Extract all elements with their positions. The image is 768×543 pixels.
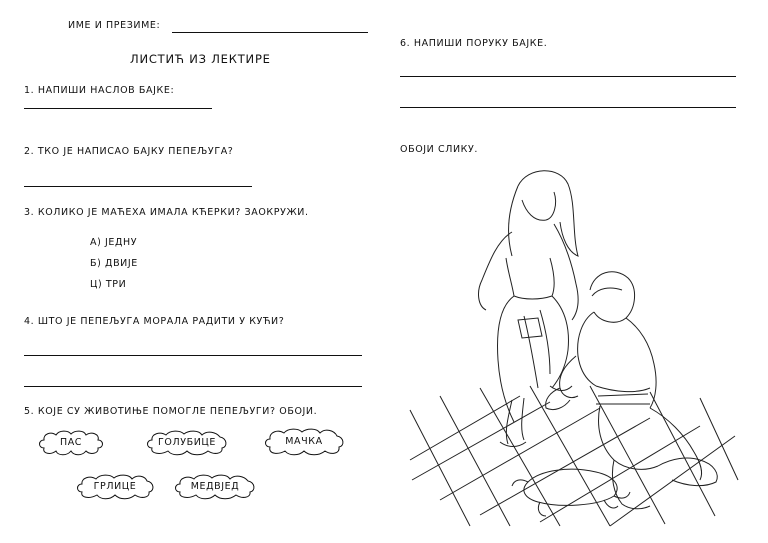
- answer-line-4b[interactable]: [24, 386, 362, 387]
- animal-label: ГРЛИЦЕ: [93, 480, 137, 492]
- question-1: 1. НАПИШИ НАСЛОВ БАЈКЕ:: [24, 85, 175, 96]
- cinderella-glass-slipper-coloring-image[interactable]: [400, 160, 745, 536]
- animal-label: ПАС: [59, 436, 83, 448]
- option-b[interactable]: Б) ДВИЈЕ: [90, 258, 138, 269]
- coloring-picture-icon: [400, 160, 745, 532]
- name-label: ИМЕ И ПРЕЗИМЕ:: [68, 20, 161, 31]
- option-c[interactable]: Ц) ТРИ: [90, 279, 127, 290]
- question-5: 5. КОЈЕ СУ ЖИВОТИЊЕ ПОМОГЛЕ ПЕПЕЉУГИ? ОБОЈИ.: [24, 406, 318, 417]
- answer-line-2[interactable]: [24, 186, 252, 187]
- cloud-animal-turtledoves[interactable]: [74, 472, 156, 500]
- animal-label: МАЧКА: [285, 435, 323, 447]
- color-prompt: ОБОЈИ СЛИКУ.: [400, 144, 479, 155]
- cloud-animal-doves[interactable]: [144, 428, 230, 456]
- answer-line-1[interactable]: [24, 108, 212, 109]
- animal-label: ГОЛУБИЦЕ: [157, 436, 216, 448]
- answer-line-6a[interactable]: [400, 76, 736, 77]
- answer-line-4a[interactable]: [24, 355, 362, 356]
- question-2: 2. ТКО ЈЕ НАПИСАО БАЈКУ ПЕПЕЉУГА?: [24, 146, 234, 157]
- question-6: 6. НАПИШИ ПОРУКУ БАЈКЕ.: [400, 38, 548, 49]
- name-input-line[interactable]: [172, 32, 368, 33]
- cloud-animal-bear[interactable]: [172, 472, 258, 500]
- question-4: 4. ШТО ЈЕ ПЕПЕЉУГА МОРАЛА РАДИТИ У КУЋИ?: [24, 316, 285, 327]
- cloud-animal-dog[interactable]: [36, 428, 106, 456]
- question-3: 3. КОЛИКО ЈЕ МАЋЕХА ИМАЛА КЋЕРКИ? ЗАОКРУЖИ.: [24, 207, 309, 218]
- cloud-animal-cat[interactable]: [262, 426, 346, 456]
- option-a[interactable]: А) ЈЕДНУ: [90, 237, 138, 248]
- animal-label: МЕДВЈЕД: [190, 480, 240, 492]
- answer-line-6b[interactable]: [400, 107, 736, 108]
- page-title: ЛИСТИЋ ИЗ ЛЕКТИРЕ: [130, 52, 271, 66]
